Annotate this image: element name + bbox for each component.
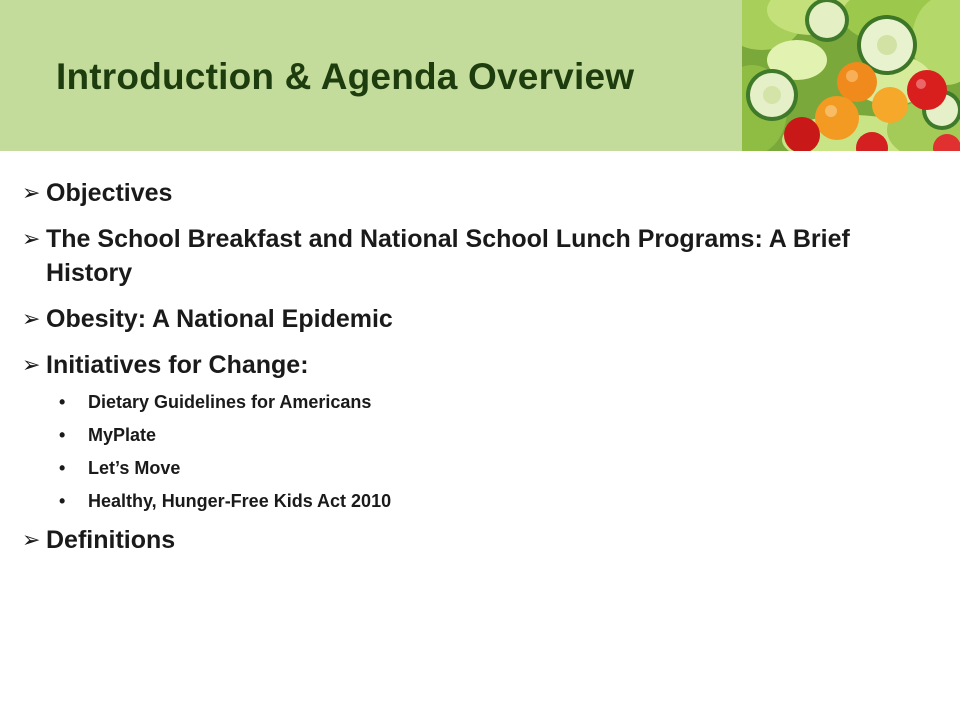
agenda-list (22, 176, 922, 569)
slide-title: Introduction & Agenda Overview (56, 56, 635, 97)
arrow-bullet-icon: ➢ (22, 527, 41, 552)
arrow-bullet-icon: ➢ (22, 352, 41, 377)
subitem-label: MyPlate (88, 425, 157, 445)
agenda-item-objectives (22, 176, 922, 210)
subitem-lets-move (22, 456, 922, 480)
initiatives-sublist-wrapper (22, 390, 922, 513)
arrow-bullet-icon: ➢ (22, 226, 41, 251)
agenda-item-label: Objectives (46, 179, 173, 207)
agenda-item-initiatives (22, 348, 922, 382)
subitem-label: Dietary Guidelines for Americans (88, 392, 372, 412)
subitem-label: Let’s Move (88, 458, 181, 478)
bullet-dot-icon: • (59, 425, 66, 445)
agenda-item-label: Definitions (46, 526, 176, 554)
subitem-label: Healthy, Hunger-Free Kids Act 2010 (88, 491, 392, 511)
subitem-dietary-guidelines (22, 390, 922, 414)
bullet-dot-icon: • (59, 458, 66, 478)
subitem-hhfka-2010 (22, 489, 922, 513)
arrow-bullet-icon: ➢ (22, 306, 41, 331)
bullet-dot-icon: • (59, 392, 66, 412)
agenda-item-label: The School Breakfast and National School Lunch Programs: A Brief History (46, 225, 850, 287)
agenda-item-obesity (22, 302, 922, 336)
initiatives-sublist (22, 390, 922, 513)
bullet-dot-icon: • (59, 491, 66, 511)
agenda-item-history (22, 222, 922, 290)
title-band (0, 0, 742, 151)
agenda-item-definitions (22, 523, 922, 557)
subitem-myplate (22, 423, 922, 447)
agenda-item-label: Obesity: A National Epidemic (46, 305, 393, 333)
agenda-item-label: Initiatives for Change: (46, 351, 309, 379)
arrow-bullet-icon: ➢ (22, 180, 41, 205)
salad-vegetables-image (742, 0, 960, 151)
